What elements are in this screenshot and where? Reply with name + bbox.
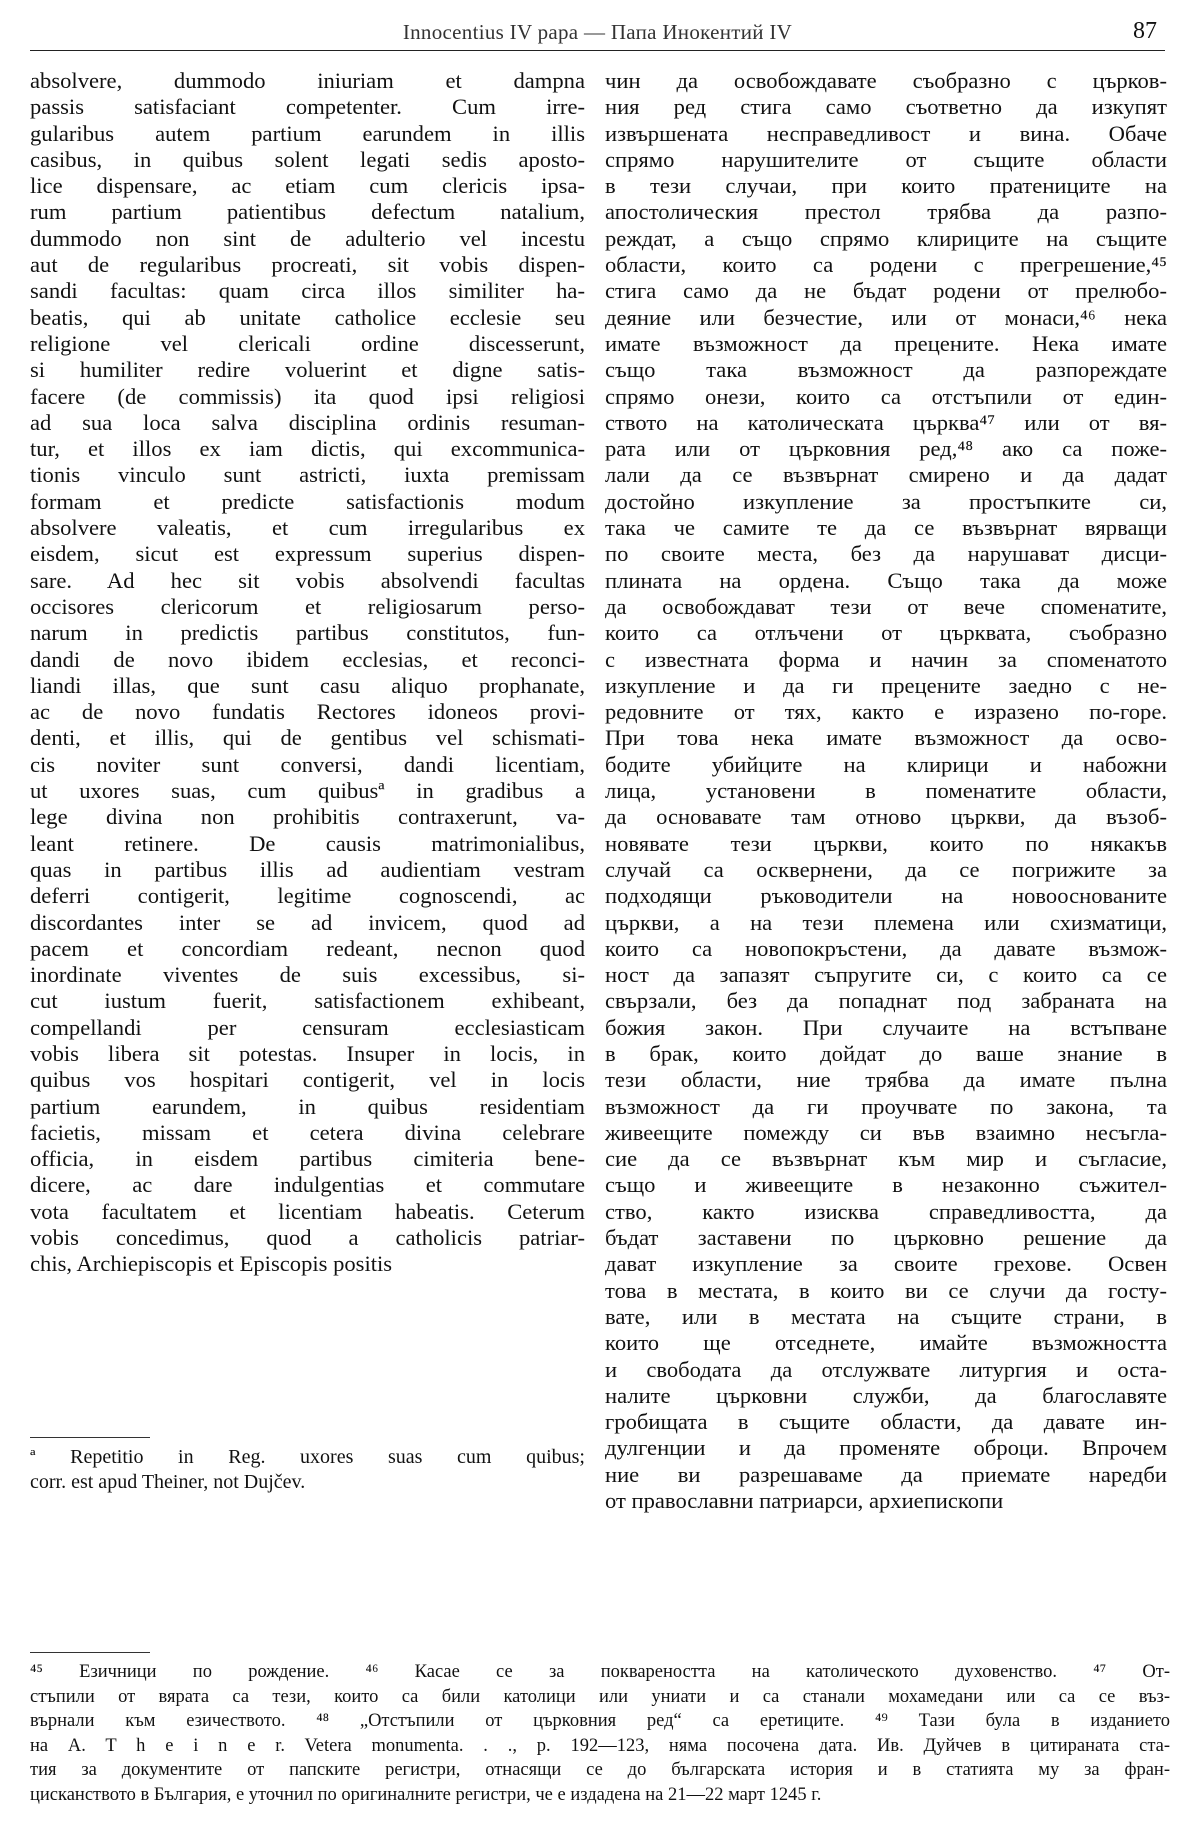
bulgarian-text-line: църкви, а на тези племена или схизматици, bbox=[605, 909, 1167, 935]
bulgarian-text-line: от православни патриарси, архиепископи bbox=[605, 1488, 1004, 1514]
bulgarian-text-line: по своите места, без да нарушават дисци- bbox=[605, 541, 1167, 567]
bulgarian-text-line: ност да запазят съпругите си, с които са се bbox=[605, 962, 1167, 988]
latin-text-line: sare. Ad hec sit vobis absolvendi facultas bbox=[30, 567, 585, 593]
bulgarian-text-line: спрямо онези, които са отстъпили от един- bbox=[605, 383, 1167, 409]
bulgarian-text-line: области, които са родени с прегрешение,⁴⁵ bbox=[605, 252, 1167, 278]
bulgarian-text-line: При това нека имате възможност да осво- bbox=[605, 725, 1167, 751]
bulgarian-text-line: свързали, без да попаднат под забраната на bbox=[605, 988, 1167, 1014]
bulgarian-text-line: тези области, ние трябва да имате пълна bbox=[605, 1067, 1167, 1093]
bulgarian-text-line: вате, или в местата на същите страни, в bbox=[605, 1303, 1167, 1329]
latin-text-line: aut de regularibus procreati, sit vobis dispen- bbox=[30, 252, 585, 278]
footnote-divider bbox=[30, 1652, 150, 1653]
bulgarian-text-line: случай са осквернени, да се погрижите за bbox=[605, 856, 1167, 882]
bulgarian-text-line: новявате тези църкви, които по някакъв bbox=[605, 830, 1167, 856]
bulgarian-text-line: в тези случаи, при които пратениците на bbox=[605, 173, 1167, 199]
bulgarian-text-line: ние ви разрешаваме да приемате наредби bbox=[605, 1461, 1167, 1487]
bulgarian-text-line: спрямо нарушителите от същите области bbox=[605, 146, 1167, 172]
latin-text-line: vota facultatem et licentiam habeatis. Ceterum bbox=[30, 1198, 585, 1224]
bulgarian-text-line: изкупление и да ги прецените заедно с не- bbox=[605, 672, 1167, 698]
latin-text-line: compellandi per censuram ecclesiasticam bbox=[30, 1014, 585, 1040]
bulgarian-text-line: дулгенции и да променяте оброци. Впрочем bbox=[605, 1435, 1167, 1461]
latin-text-line: leant retinere. De causis matrimonialibus, bbox=[30, 830, 585, 856]
latin-footnote bbox=[30, 1445, 585, 1495]
bulgarian-text-line: плината на ордена. Също така да може bbox=[605, 567, 1167, 593]
bulgarian-text-line: подходящи ръководители на новооснованите bbox=[605, 883, 1167, 909]
latin-text-line: occisores clericorum et religiosarum perso- bbox=[30, 593, 585, 619]
latin-text-line: ac de novo fundatis Rectores idoneos provi- bbox=[30, 699, 585, 725]
bulgarian-text-line: божия закон. При случаите на встъпване bbox=[605, 1014, 1167, 1040]
bulgarian-text-line: деяние или безчестие, или от монаси,⁴⁶ нека bbox=[605, 304, 1167, 330]
latin-text-line: narum in predictis partibus constitutos, fun- bbox=[30, 620, 585, 646]
latin-text-line: ut uxores suas, cum quibusª in gradibus a bbox=[30, 778, 585, 804]
bulgarian-text-line: които са новопокръстени, да давате възмож- bbox=[605, 935, 1167, 961]
bulgarian-text-line: това в местата, в които ви се случи да госту- bbox=[605, 1277, 1167, 1303]
latin-footnote-line: ª Repetitio in Reg. uxores suas cum quibus; bbox=[30, 1446, 585, 1468]
bulgarian-text-line: достойно изкупление за простъпките си, bbox=[605, 488, 1167, 514]
bulgarian-text-line: гробищата в същите области, да давате ин- bbox=[605, 1409, 1167, 1435]
latin-text-line: lice dispensare, ac etiam cum clericis ipsa- bbox=[30, 173, 585, 199]
latin-text-line: liandi illas, que sunt casu aliquo prophanate, bbox=[30, 672, 585, 698]
bulgarian-text-line: и свободата да отслужвате литургия и оста- bbox=[605, 1356, 1167, 1382]
bulgarian-text-line: ството на католическата църква⁴⁷ или от вя- bbox=[605, 409, 1167, 435]
bulgarian-text-line: така че самите те да се възвърнат вярващи bbox=[605, 515, 1167, 541]
footnote-line: върнали към езичеството. ⁴⁸ „Отстъпили от църковния ред“ са еретиците. ⁴⁹ Тази була в изданието bbox=[30, 1711, 1170, 1731]
latin-text-line: cut iustum fuerit, satisfactionem exhibeant, bbox=[30, 988, 585, 1014]
latin-text-line: eisdem, sicut est expressum superius dispen- bbox=[30, 541, 585, 567]
footnote-line: стъпили от вярата са тези, които са били католици или униати и са станали мохамедани или са се въз- bbox=[30, 1686, 1170, 1707]
bulgarian-text-line: ство, както изисква справедливостта, да bbox=[605, 1198, 1167, 1224]
bulgarian-text-line: рата или от църковния ред,⁴⁸ ако са поже- bbox=[605, 436, 1167, 462]
latin-text-line: deferri contigerit, legitime cognoscendi, ac bbox=[30, 883, 585, 909]
latin-text-line: cis noviter sunt conversi, dandi licentiam, bbox=[30, 751, 585, 777]
latin-text-line: denti, et illis, qui de gentibus vel schismati- bbox=[30, 725, 585, 751]
latin-footnote-divider bbox=[30, 1437, 150, 1438]
bulgarian-text-line: които ще отседнете, имайте възможността bbox=[605, 1330, 1167, 1356]
latin-text-line: chis, Archiepiscopis et Episcopis positis bbox=[30, 1251, 393, 1277]
bulgarian-text-line: сие да се възвърнат към мир и съгласие, bbox=[605, 1146, 1167, 1172]
latin-text-column bbox=[30, 68, 585, 1278]
footnote-line: цисканството в България, е уточнил по оригиналните регистри, че е издадена на 21—22 март 1245 г. bbox=[30, 1784, 822, 1805]
bulgarian-text-line: редовните от тях, както е изразено по-горе. bbox=[605, 699, 1167, 725]
latin-footnote-line: corr. est apud Theiner, not Dujčev. bbox=[30, 1471, 306, 1493]
bulgarian-text-line: да основавате там отново църкви, да възоб- bbox=[605, 804, 1167, 830]
page-number: 87 bbox=[1133, 18, 1157, 44]
bulgarian-text-line: също и живеещите в незаконно съжител- bbox=[605, 1172, 1167, 1198]
latin-text-line: quibus vos hospitari contigerit, vel in locis bbox=[30, 1067, 585, 1093]
running-header bbox=[30, 18, 1165, 51]
latin-text-line: dummodo non sint de adulterio vel incestu bbox=[30, 225, 585, 251]
bulgarian-text-line: налите църковни служби, да благославяте bbox=[605, 1382, 1167, 1408]
bulgarian-text-column bbox=[605, 68, 1167, 1514]
latin-text-line: dicere, ac dare indulgentias et commutare bbox=[30, 1172, 585, 1198]
latin-text-line: facere (de commissis) ita quod ipsi religiosi bbox=[30, 383, 585, 409]
latin-text-line: discordantes inter se ad invicem, quod ad bbox=[30, 909, 585, 935]
bulgarian-text-line: да освобождават тези от вече споменатите, bbox=[605, 593, 1167, 619]
bulgarian-text-line: бъдат заставени по църковно решение да bbox=[605, 1225, 1167, 1251]
footnote-line: на A. T h e i n e r. Vetera monumenta. . ., p. 192—123, няма посочена дата. Ив. Дуйчев в цитираната ста- bbox=[30, 1735, 1170, 1756]
footnotes bbox=[30, 1660, 1170, 1807]
latin-text-line: quas in partibus illis ad audientiam vestram bbox=[30, 856, 585, 882]
bulgarian-text-line: в брак, които дойдат до ваше знание в bbox=[605, 1040, 1167, 1066]
latin-text-line: dandi de novo ibidem ecclesias, et reconci- bbox=[30, 646, 585, 672]
bulgarian-text-line: възможност да ги проучвате по закона, та bbox=[605, 1093, 1167, 1119]
bulgarian-text-line: също така възможност да разпореждате bbox=[605, 357, 1167, 383]
latin-text-line: beatis, qui ab unitate catholice ecclesie seu bbox=[30, 304, 585, 330]
latin-text-line: religione vel clericali ordine discesserunt, bbox=[30, 330, 585, 356]
latin-text-line: ad sua loca salva disciplina ordinis resuman- bbox=[30, 409, 585, 435]
latin-text-line: absolvere, dummodo iniuriam et dampna bbox=[30, 68, 585, 93]
latin-text-line: passis satisfaciant competenter. Cum irre- bbox=[30, 94, 585, 120]
footnote-line: тия за документите от папските регистри, отнасящи се до българската история и в статията му за фран- bbox=[30, 1760, 1170, 1780]
bulgarian-text-line: ния ред стига само съответно да изкупят bbox=[605, 94, 1167, 120]
latin-text-line: sandi facultas: quam circa illos similiter ha- bbox=[30, 278, 585, 304]
bulgarian-text-line: живеещите помежду си във взаимно несъгла- bbox=[605, 1119, 1167, 1145]
latin-text-line: officia, in eisdem partibus cimiteria bene- bbox=[30, 1146, 585, 1172]
bulgarian-text-line: чин да освобождавате съобразно с църков- bbox=[605, 68, 1167, 93]
latin-text-line: inordinate viventes de suis excessibus, si- bbox=[30, 962, 585, 988]
latin-text-line: facietis, missam et cetera divina celebrare bbox=[30, 1119, 585, 1145]
bulgarian-text-line: лица, установени в поменатите области, bbox=[605, 778, 1167, 804]
latin-text-line: lege divina non prohibitis contraxerunt, va- bbox=[30, 804, 585, 830]
latin-text-line: si humiliter redire voluerint et digne satis- bbox=[30, 357, 585, 383]
header-title: Innocentius IV papa — Папа Инокентий IV bbox=[402, 20, 793, 44]
latin-text-line: pacem et concordiam redeant, necnon quod bbox=[30, 935, 585, 961]
bulgarian-text-line: лали да се възвърнат смирено и да дадат bbox=[605, 462, 1167, 488]
latin-text-line: vobis concedimus, quod a catholicis patriar- bbox=[30, 1225, 585, 1251]
latin-text-line: vobis libera sit potestas. Insuper in locis, in bbox=[30, 1040, 585, 1066]
bulgarian-text-line: реждат, а също спрямо клириците на същите bbox=[605, 225, 1167, 251]
latin-text-line: casibus, in quibus solent legati sedis aposto- bbox=[30, 146, 585, 172]
bulgarian-text-line: които са отлъчени от църквата, съобразно bbox=[605, 620, 1167, 646]
latin-text-line: gularibus autem partium earundem in illis bbox=[30, 120, 585, 146]
bulgarian-text-line: извършената несправедливост и вина. Обаче bbox=[605, 120, 1167, 146]
latin-text-line: partium earundem, in quibus residentiam bbox=[30, 1093, 585, 1119]
bulgarian-text-line: с известната форма и начин за споменатото bbox=[605, 646, 1167, 672]
latin-text-line: formam et predicte satisfactionis modum bbox=[30, 488, 585, 514]
bulgarian-text-line: стига само да не бъдат родени от прелюбо- bbox=[605, 278, 1167, 304]
latin-text-line: absolvere valeatis, et cum irregularibus ex bbox=[30, 515, 585, 541]
bulgarian-text-line: апостолическия престол трябва да разпо- bbox=[605, 199, 1167, 225]
bulgarian-text-line: бодите убийците на клирици и набожни bbox=[605, 751, 1167, 777]
bulgarian-text-line: имате възможност да прецените. Нека имате bbox=[605, 330, 1167, 356]
latin-text-line: rum partium patientibus defectum natalium, bbox=[30, 199, 585, 225]
latin-text-line: tur, et illos ex iam dictis, qui excommunica- bbox=[30, 436, 585, 462]
bulgarian-text-line: дават изкупление за своите грехове. Освен bbox=[605, 1251, 1167, 1277]
latin-text-line: tionis vinculo sunt astricti, iuxta premissam bbox=[30, 462, 585, 488]
footnote-line: ⁴⁵ Езичници по рождение. ⁴⁶ Касае се за поквареността на католическото духовенство. ⁴⁷ От- bbox=[30, 1662, 1170, 1682]
